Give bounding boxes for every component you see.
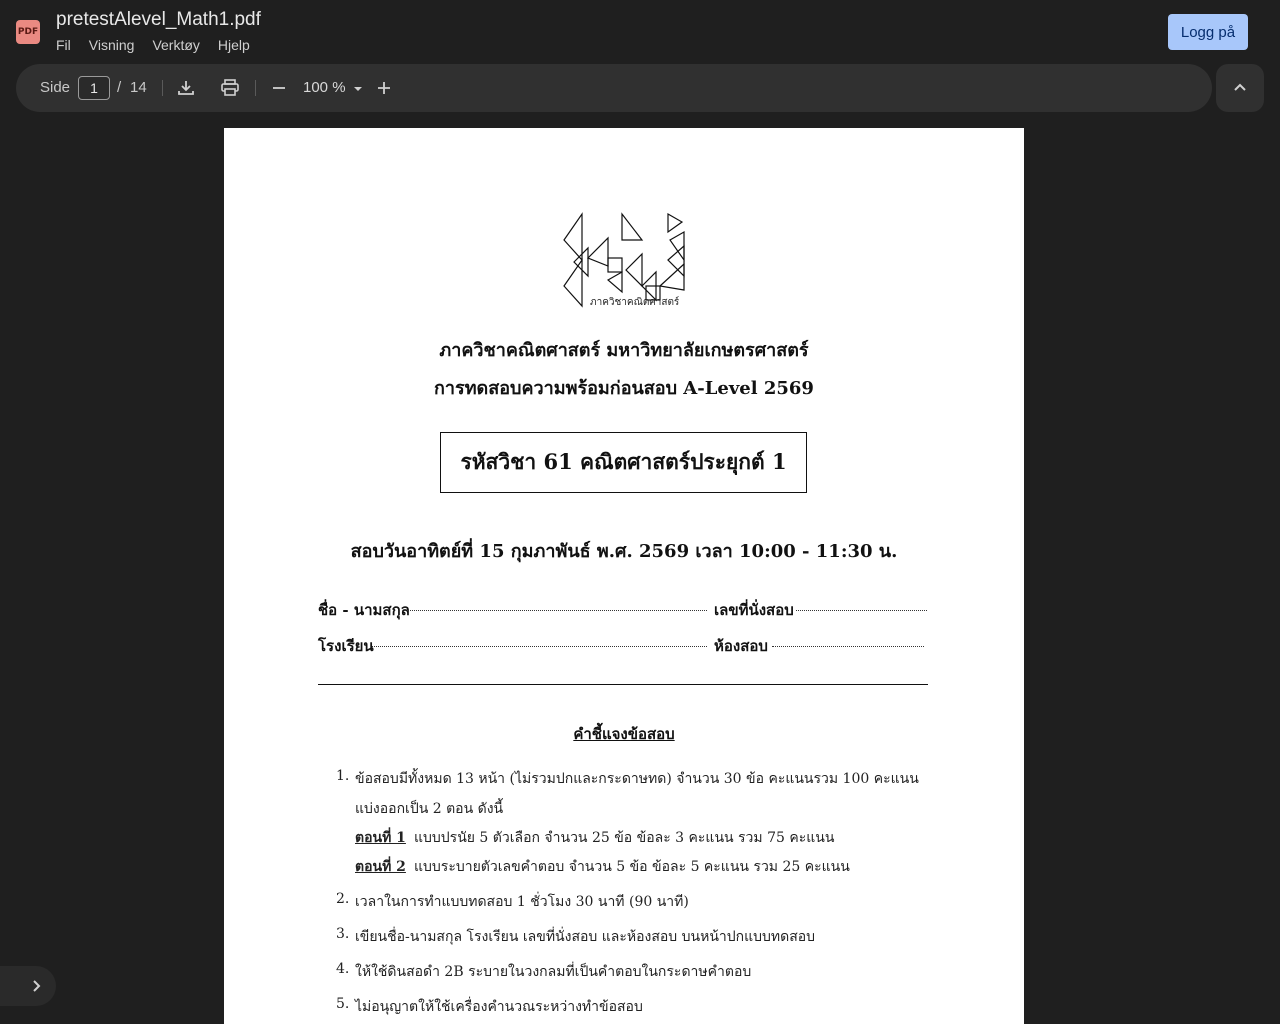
menu-file[interactable]: Fil bbox=[56, 37, 71, 53]
field-name-label: ชื่อ - นามสกุล bbox=[318, 601, 410, 619]
app-header bbox=[0, 0, 1280, 64]
part-2-label: ตอนที่ 2 bbox=[355, 859, 406, 875]
menu-view[interactable]: Visning bbox=[88, 37, 135, 53]
pdf-toolbar bbox=[16, 64, 1212, 112]
pdf-page bbox=[224, 128, 1024, 1024]
zoom-level[interactable]: 100 % bbox=[303, 79, 346, 96]
chevron-up-icon bbox=[1228, 76, 1252, 100]
header-institution: ภาควิชาคณิตศาสตร์ มหาวิทยาลัยเกษตรศาสตร์ bbox=[439, 340, 809, 361]
total-pages: 14 bbox=[130, 79, 147, 96]
instruction-3: เขียนชื่อ-นามสกุล โรงเรียน เลขที่นั่งสอบ และห้องสอบ บนหน้าปกแบบทดสอบ bbox=[355, 929, 816, 945]
menu-tools[interactable]: Verktøy bbox=[152, 37, 200, 53]
sidebar-toggle-button[interactable] bbox=[0, 966, 56, 1006]
field-room-label: ห้องสอบ bbox=[714, 637, 768, 655]
page-number-input[interactable]: 1 bbox=[78, 76, 110, 100]
instruction-number: 3. bbox=[336, 926, 350, 942]
instruction-5: ไม่อนุญาตให้ใช้เครื่องคำนวณระหว่างทำข้อสอบ bbox=[355, 999, 643, 1015]
chevron-right-icon bbox=[24, 974, 48, 998]
part-2-text: แบบระบายตัวเลขคำตอบ จำนวน 5 ข้อ ข้อละ 5 คะแนน รวม 25 คะแนน bbox=[414, 859, 850, 875]
instruction-2: เวลาในการทำแบบทดสอบ 1 ชั่วโมง 30 นาที (90 นาที) bbox=[355, 894, 689, 910]
divider-line bbox=[318, 684, 928, 685]
zoom-in-icon[interactable] bbox=[372, 76, 396, 100]
instructions-title: คำชี้แจงข้อสอบ bbox=[573, 725, 675, 743]
subject-code-box bbox=[440, 432, 807, 493]
login-button[interactable]: Logg på bbox=[1168, 14, 1248, 50]
menu-help[interactable]: Hjelp bbox=[217, 37, 250, 53]
subject-code: รหัสวิชา 61 คณิตศาสตร์ประยุกต์ 1 bbox=[460, 449, 787, 474]
header-exam-title: การทดสอบความพร้อมก่อนสอบ A-Level 2569 bbox=[434, 378, 814, 399]
pdf-file-icon: PDF bbox=[16, 20, 40, 44]
chevron-down-icon[interactable] bbox=[346, 77, 370, 101]
download-icon[interactable] bbox=[174, 76, 198, 100]
page-separator: / bbox=[117, 79, 122, 96]
print-icon[interactable] bbox=[218, 76, 242, 100]
field-seat-line bbox=[796, 610, 927, 611]
menu-bar bbox=[56, 37, 250, 53]
field-room-line bbox=[772, 646, 924, 647]
instruction-1-line-2: แบ่งออกเป็น 2 ตอน ดังนี้ bbox=[355, 801, 504, 817]
instruction-number: 1. bbox=[336, 768, 350, 784]
toolbar-divider bbox=[162, 80, 163, 96]
page-label: Side bbox=[40, 79, 71, 96]
toolbar-divider bbox=[255, 80, 256, 96]
logo-caption: ภาควิชาคณิตศาสตร์ bbox=[590, 297, 680, 308]
instruction-4: ให้ใช้ดินสอดำ 2B ระบายในวงกลมที่เป็นคำตอบในกระดาษคำตอบ bbox=[355, 964, 752, 980]
field-school-line bbox=[372, 646, 707, 647]
field-school-label: โรงเรียน bbox=[318, 637, 374, 655]
document-title: pretestAlevel_Math1.pdf bbox=[56, 9, 261, 30]
instruction-1-line-1: ข้อสอบมีทั้งหมด 13 หน้า (ไม่รวมปกและกระดาษทด) จำนวน 30 ข้อ คะแนนรวม 100 คะแนน bbox=[355, 771, 919, 787]
instruction-number: 2. bbox=[336, 891, 350, 907]
exam-date: สอบวันอาทิตย์ที่ 15 กุมภาพันธ์ พ.ศ. 2569 เวลา 10:00 - 11:30 น. bbox=[350, 541, 898, 562]
instruction-number: 5. bbox=[336, 996, 350, 1012]
field-name-line bbox=[407, 610, 707, 611]
part-1-label: ตอนที่ 1 bbox=[355, 830, 406, 846]
part-1-text: แบบปรนัย 5 ตัวเลือก จำนวน 25 ข้อ ข้อละ 3 คะแนน รวม 75 คะแนน bbox=[414, 830, 835, 846]
field-seat-label: เลขที่นั่งสอบ bbox=[714, 601, 794, 619]
zoom-out-icon[interactable] bbox=[267, 76, 291, 100]
collapse-toolbar-button[interactable] bbox=[1216, 64, 1264, 112]
instruction-number: 4. bbox=[336, 961, 350, 977]
